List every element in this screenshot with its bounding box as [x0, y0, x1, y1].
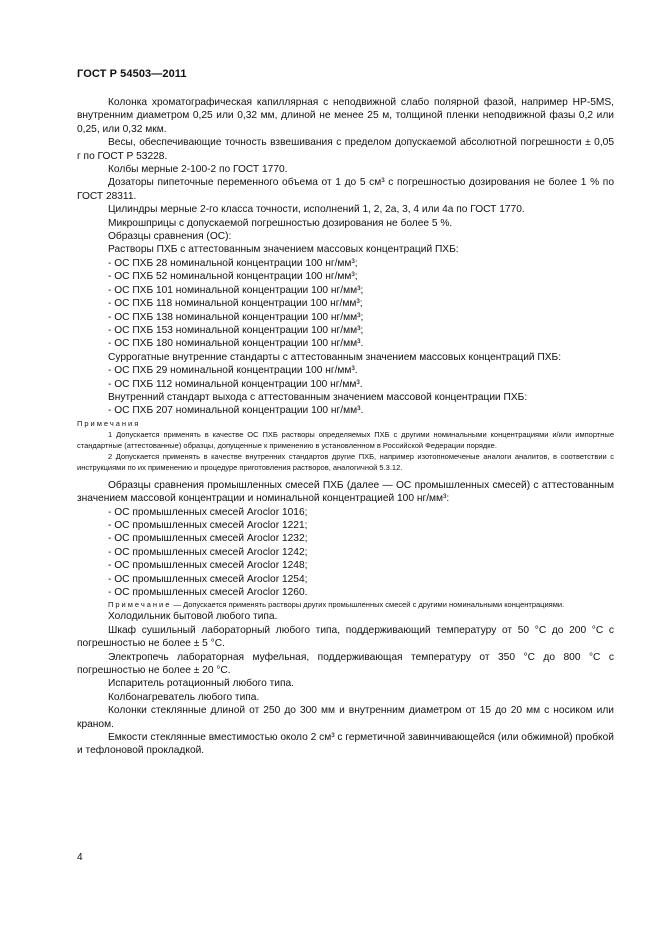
list-item: - ОС ПХБ 28 номинальной концентрации 100 нг/мм³; [77, 257, 614, 270]
paragraph-refrigerator: Холодильник бытовой любого типа. [108, 611, 278, 623]
list-item: - ОС промышленных смесей Aroclor 1260. [77, 586, 614, 599]
note-2: 2 Допускается применять в качестве внутренних стандартов другие ПХБ, например изотопномеченые аналоги аналитов, в соответствии с инструкциями по их применению и процедуре приготовления растворов, аналогичной 5.3.12. [77, 451, 614, 472]
list-item: - ОС ПХБ 153 номинальной концентрации 100 нг/мм³; [77, 324, 614, 337]
paragraph-rotary-evaporator: Испаритель ротационный любого типа. [108, 678, 294, 690]
paragraph-surrogate: Суррогатные внутренние стандарты с аттестованным значением массовых концентраций ПХБ: [108, 351, 562, 363]
paragraph-heating-mantle: Колбонагреватель любого типа. [108, 691, 260, 703]
document-body [77, 96, 614, 758]
note-1: 1 Допускается применять в качестве ОС ПХБ растворы определяемых ПХБ с другими номинальными концентрациями и/или импортные стандартные (аттестованные) образцы, допущенные к применению в установленном в Российской Федерации порядке. [77, 429, 614, 450]
notes-heading: Примечания [77, 418, 141, 428]
list-item: - ОС промышленных смесей Aroclor 1221; [77, 519, 614, 532]
paragraph-reference-samples: Образцы сравнения (ОС): [108, 231, 232, 243]
paragraph-microsyringes: Микрошприцы с допускаемой погрешностью дозирования не более 5 %. [108, 217, 453, 229]
list-item: - ОС промышленных смесей Aroclor 1016; [77, 506, 614, 519]
paragraph-pcb-solutions: Растворы ПХБ с аттестованным значением массовых концентраций ПХБ: [108, 244, 459, 256]
industrial-note-label: Примечание [108, 600, 172, 610]
paragraph-scales: Весы, обеспечивающие точность взвешивания с пределом допускаемой абсолютной погрешности ± 0,05 г по ГОСТ Р 53228. [77, 137, 614, 162]
list-item: - ОС промышленных смесей Aroclor 1254; [77, 573, 614, 586]
list-item: - ОС ПХБ 112 номинальной концентрации 100 нг/мм³. [77, 378, 614, 391]
list-item: - ОС ПХБ 29 номинальной концентрации 100 нг/мм³. [77, 364, 614, 377]
industrial-note-text: — Допускается применять растворы других промышленных смесей с другими номинальными концентрациями. [171, 600, 565, 610]
paragraph-flasks: Колбы мерные 2-100-2 по ГОСТ 1770. [108, 164, 288, 176]
list-item: - ОС ПХБ 101 номинальной концентрации 100 нг/мм³; [77, 284, 614, 297]
industrial-note [77, 599, 614, 610]
list-item: - ОС ПХБ 118 номинальной концентрации 100 нг/мм³; [77, 297, 614, 310]
paragraph-glass-vials: Емкости стеклянные вместимостью около 2 см³ с герметичной завинчивающейся (или обжимной) пробкой и тефлоновой прокладкой. [77, 732, 614, 757]
paragraph-cylinders: Цилиндры мерные 2-го класса точности, исполнений 1, 2, 2а, 3, 4 или 4а по ГОСТ 1770. [108, 204, 525, 216]
document-header: ГОСТ Р 54503—2011 [77, 68, 187, 80]
paragraph-drying-oven: Шкаф сушильный лабораторный любого типа, поддерживающий температуру от 50 °С до 200 °С с погрешностью не более ± 5 °С. [77, 624, 614, 650]
paragraph-muffle-furnace: Электропечь лабораторная муфельная, поддерживающая температуру от 350 °С до 800 °С с погрешностью не более ± 20 °С. [77, 651, 614, 677]
list-item: - ОС промышленных смесей Aroclor 1242; [77, 546, 614, 559]
list-item: - ОС промышленных смесей Aroclor 1248; [77, 559, 614, 572]
paragraph-glass-columns: Колонки стеклянные длиной от 250 до 300 мм и внутренним диаметром от 15 до 20 мм с носиком или краном. [77, 705, 614, 730]
paragraph-dispensers: Дозаторы пипеточные переменного объема от 1 до 5 см³ с погрешностью дозирования не более 1 % по ГОСТ 28311. [77, 177, 614, 202]
list-item: - ОС ПХБ 138 номинальной концентрации 100 нг/мм³; [77, 311, 614, 324]
page-number: 4 [77, 852, 83, 863]
paragraph-column: Колонка хроматографическая капиллярная с неподвижной слабо полярной фазой, например HP-5MS, внутренним диаметром 0,25 или 0,32 мм, длиной не менее 25 м, толщиной пленки неподвижной фазы 0,2 или 0,25, или 0,32 мкм. [77, 97, 614, 135]
paragraph-industrial-mixtures: Образцы сравнения промышленных смесей ПХБ (далее — ОС промышленных смесей) с аттестованным значением массовой концентрации и номинальной концентрацией 100 нг/мм³: [77, 479, 614, 505]
list-item: - ОС промышленных смесей Aroclor 1232; [77, 532, 614, 545]
list-item: - ОС ПХБ 180 номинальной концентрации 100 нг/мм³. [77, 337, 614, 350]
list-item: - ОС ПХБ 207 номинальной концентрации 100 нг/мм³. [77, 404, 614, 417]
paragraph-internal-standard: Внутренний стандарт выхода с аттестованным значением массовой концентрации ПХБ: [108, 391, 528, 403]
list-item: - ОС ПХБ 52 номинальной концентрации 100 нг/мм³; [77, 270, 614, 283]
